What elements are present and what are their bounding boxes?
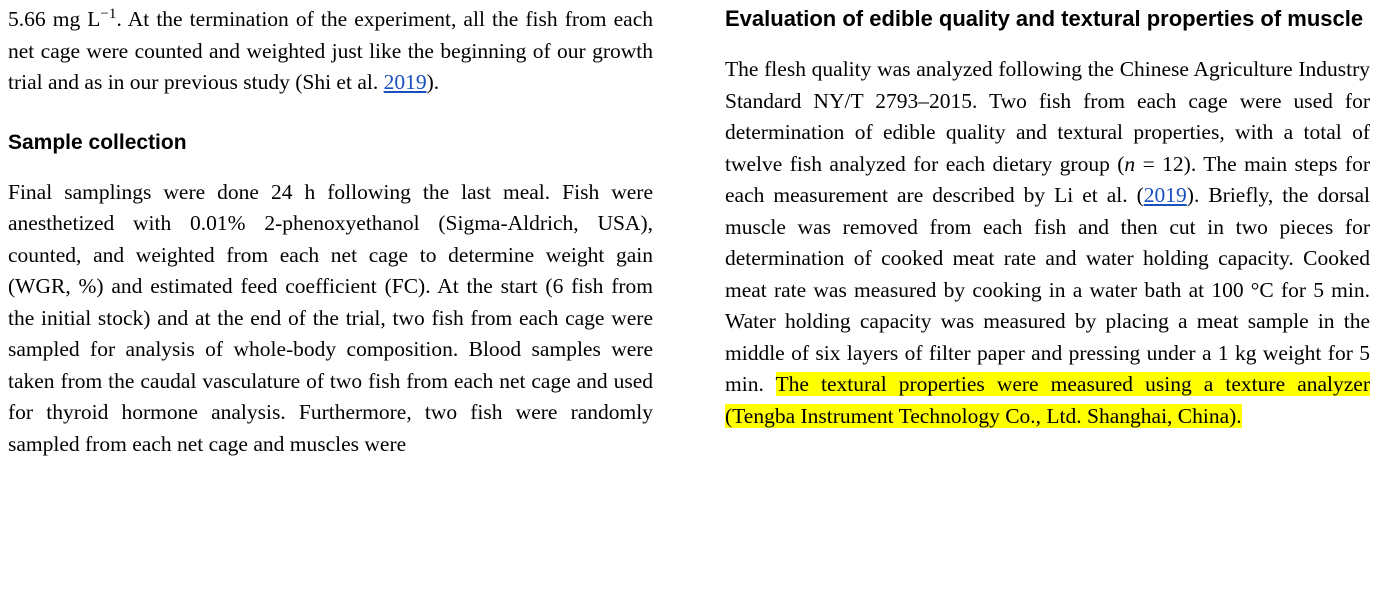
left-paragraph-2: Final samplings were done 24 h following the last meal. Fish were anesthetized with 0.01% 2-phenoxyethanol (Sigma-Aldrich, USA), counted, and weighted from each net cage to determine weight gain (WGR, %) and estimated feed coefficient (FC). At the start (6 fish from the initial stock) and at the end of the trial, two fish from each cage were sampled for analysis of whole-body composition. Blood samples were taken from the caudal vasculature of two fish from each net cage and used for thyroid hormone analysis. Furthermore, two fish were randomly sampled from each net cage and muscles were [8, 179, 653, 456]
highlighted-text-1: The textural properties were measured using a texture analyzer [775, 372, 1370, 396]
paragraph-text-cont: = 12). The main steps for each measurement are described by Li et al. ( [725, 151, 1370, 207]
right-paragraph-1 [725, 54, 1370, 432]
left-paragraph-1 [8, 4, 653, 99]
right-column [725, 4, 1370, 460]
citation-link-li-2019[interactable]: 2019 [1143, 183, 1187, 207]
paragraph-text-cont: . At the termination of the experiment, all the fish from each net cage were counted and weighted just like the beginning of our growth trial and as in our previous study (Shi et al. [8, 7, 653, 94]
italic-variable-n: n [1124, 151, 1136, 176]
superscript-exponent: −1 [100, 5, 117, 22]
highlighted-text-2: (Tengba Instrument Technology Co., Ltd. Shanghai, China). [725, 403, 1242, 428]
paragraph-text: The flesh quality was analyzed following the Chinese Agriculture Industry Standard NY/T 2793–2015. Two fish from each cage were used for determination of edible quality and textural properties, with a total of twelve fish analyzed for each dietary group ( [725, 57, 1370, 176]
section-heading-evaluation-edible-quality: Evaluation of edible quality and textural properties of muscle [725, 6, 1364, 31]
section-heading-sample-collection: Sample collection [8, 130, 187, 154]
left-column [8, 4, 653, 460]
paragraph-text: 5.66 mg L [8, 7, 101, 31]
paragraph-text-cont-2: ). Briefly, the dorsal muscle was removed from each fish and then cut in two pieces for determination of cooked meat rate and water holding capacity. Cooked meat rate was measured by cooking in a water bath at 100 °C for 5 min. Water holding capacity was measured by placing a meat sample in the middle of six layers of filter paper and pressing under a 1 kg weight for 5 min. [725, 183, 1370, 396]
citation-link-shi-2019[interactable]: 2019 [383, 70, 427, 94]
paragraph-text-end: ). [426, 70, 440, 94]
